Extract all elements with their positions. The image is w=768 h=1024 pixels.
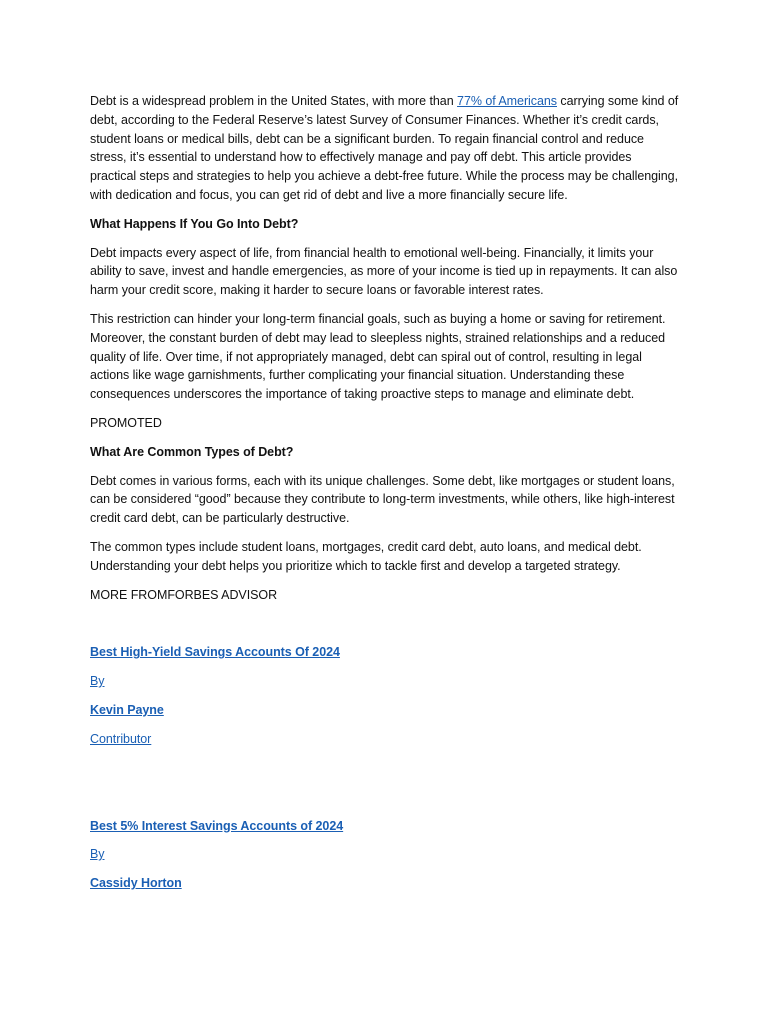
related-article-by[interactable]: By bbox=[90, 847, 105, 862]
spacer bbox=[90, 759, 680, 817]
more-from-label: MORE FROMFORBES ADVISOR bbox=[90, 587, 278, 602]
related-article-2 bbox=[90, 817, 680, 893]
paragraph-debt-restriction: This restriction can hinder your long-term financial goals, such as buying a home or saving for retirement. Moreover, the constant burden of debt may lead to sleepless nights, strained relationships and a reduced quality of life. Over time, if not appropriately managed, debt can spiral out of control, resulting in legal actions like wage garnishments, further complicating your financial situation. Understanding these consequences underscores the importance of taking proactive steps to manage and eliminate debt. bbox=[90, 311, 666, 402]
related-article-role[interactable]: Contributor bbox=[90, 731, 152, 746]
intro-text-after: carrying some kind of debt, according to the Federal Reserve’s latest Survey of Consumer Finances. Whether it’s credit cards, student loans or medical bills, debt can be a significant burden. To regain financial control and reduce stress, it’s essential to understand how to effectively manage and pay off debt. This article provides practical steps and strategies to help you achieve a debt-free future. While the process may be challenging, with dedication and focus, you can get rid of debt and live a more financially secure life. bbox=[90, 94, 679, 202]
paragraph-debt-forms: Debt comes in various forms, each with its unique challenges. Some debt, like mortgages or student loans, can be considered “good” because they contribute to long-term investments, while others, like high-interest credit card debt, can be particularly destructive. bbox=[90, 473, 675, 526]
related-article-author[interactable]: Cassidy Horton bbox=[90, 876, 182, 891]
related-article-1 bbox=[90, 643, 680, 748]
intro-paragraph bbox=[90, 92, 680, 205]
americans-debt-link[interactable]: 77% of Americans bbox=[457, 94, 557, 108]
spacer bbox=[90, 614, 680, 643]
related-article-by[interactable]: By bbox=[90, 674, 105, 689]
section-heading-debt-effects: What Happens If You Go Into Debt? bbox=[90, 216, 299, 231]
related-article-author[interactable]: Kevin Payne bbox=[90, 702, 164, 717]
related-article-title[interactable]: Best 5% Interest Savings Accounts of 2024 bbox=[90, 818, 344, 833]
paragraph-debt-impacts: Debt impacts every aspect of life, from financial health to emotional well-being. Financially, it limits your ability to save, invest and handle emergencies, as more of your income is tied up in repayments. It can also harm your credit score, making it harder to secure loans or favorable interest rates. bbox=[90, 245, 678, 298]
related-article-title[interactable]: Best High-Yield Savings Accounts Of 2024 bbox=[90, 645, 340, 660]
promoted-label: PROMOTED bbox=[90, 415, 162, 430]
section-heading-debt-types: What Are Common Types of Debt? bbox=[90, 444, 294, 459]
paragraph-common-types: The common types include student loans, mortgages, credit card debt, auto loans, and medical debt. Understanding your debt helps you prioritize which to tackle first and develop a targeted strategy. bbox=[90, 539, 642, 573]
intro-text-before: Debt is a widespread problem in the United States, with more than bbox=[90, 94, 458, 108]
